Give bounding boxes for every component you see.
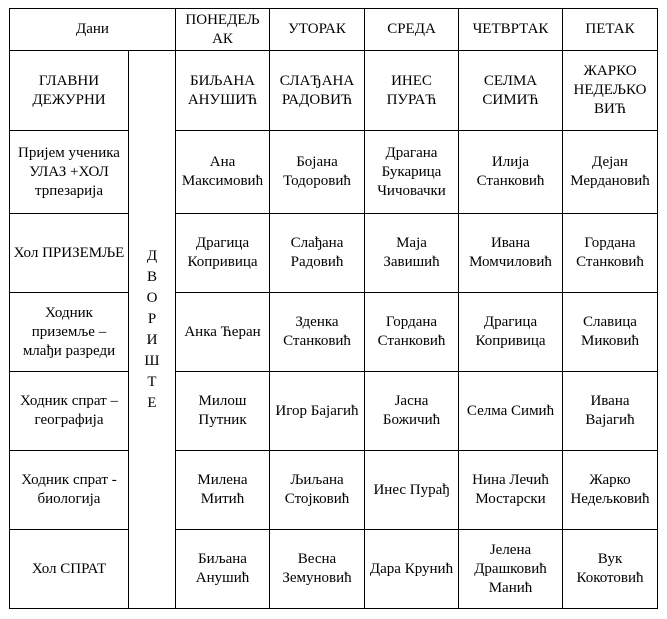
location-cell: Хол СПРАТ	[10, 530, 129, 609]
day-header-wednesday: СРЕДА	[365, 9, 459, 51]
duty-cell: Милена Митић	[176, 451, 270, 530]
location-cell: Хол ПРИЗЕМЉЕ	[10, 214, 129, 293]
yard-letter: Е	[147, 394, 157, 411]
table-row	[10, 51, 658, 131]
duty-cell: Слађана Радовић	[270, 214, 365, 293]
duty-cell: ИНЕС ПУРАЋ	[365, 51, 459, 131]
yard-letter: Р	[147, 310, 157, 327]
location-cell: Пријем ученика УЛАЗ +ХОЛ трпезарија	[10, 131, 129, 214]
yard-letter: Ш	[144, 352, 160, 369]
duty-cell: Гордана Станковић	[365, 293, 459, 372]
table-row	[10, 530, 658, 609]
duty-cell: Бојана Тодоровић	[270, 131, 365, 214]
duty-cell: Ана Максимовић	[176, 131, 270, 214]
duty-cell: Жарко Недељковић	[563, 451, 658, 530]
duty-cell: СЕЛМА СИМИЋ	[459, 51, 563, 131]
duty-cell: Зденка Станковић	[270, 293, 365, 372]
day-header-friday: ПЕТАК	[563, 9, 658, 51]
duty-cell: Драгана Букарица Чичовачки	[365, 131, 459, 214]
table-row	[10, 214, 658, 293]
yard-cell	[129, 51, 176, 609]
location-cell: Ходник приземље – млађи разреди	[10, 293, 129, 372]
table-row	[10, 451, 658, 530]
duty-cell: Славица Миковић	[563, 293, 658, 372]
location-cell: ГЛАВНИ ДЕЖУРНИ	[10, 51, 129, 131]
yard-letter: О	[146, 289, 158, 306]
duty-cell: Илија Станковић	[459, 131, 563, 214]
table-row	[10, 293, 658, 372]
duty-cell: Игор Бајагић	[270, 372, 365, 451]
duty-cell: Инес Пурађ	[365, 451, 459, 530]
duty-cell: ЖАРКО НЕДЕЉКО ВИЋ	[563, 51, 658, 131]
yard-letter: Д	[146, 247, 158, 264]
duty-cell: Драгица Копривица	[459, 293, 563, 372]
duty-cell: Ивана Вајагић	[563, 372, 658, 451]
duty-cell: Нина Лечић Мостарски	[459, 451, 563, 530]
duty-cell: Драгица Копривица	[176, 214, 270, 293]
yard-letter: В	[146, 268, 157, 285]
duty-cell: Маја Завишић	[365, 214, 459, 293]
duty-cell: Ивана Момчиловић	[459, 214, 563, 293]
duty-cell: БИЉАНА АНУШИЋ	[176, 51, 270, 131]
header-row	[10, 9, 658, 51]
day-header-tuesday: УТОРАК	[270, 9, 365, 51]
duty-cell: Анка Ћеран	[176, 293, 270, 372]
duty-cell: СЛАЂАНА РАДОВИЋ	[270, 51, 365, 131]
yard-label	[131, 246, 173, 414]
day-header-monday: ПОНЕДЕЉ АК	[176, 9, 270, 51]
table-row	[10, 372, 658, 451]
yard-letter: И	[146, 331, 158, 348]
duty-cell: Јасна Божичић	[365, 372, 459, 451]
duty-cell: Јелена Драшковић Манић	[459, 530, 563, 609]
duty-cell: Биљана Анушић	[176, 530, 270, 609]
duty-cell: Гордана Станковић	[563, 214, 658, 293]
duty-cell: Дара Крунић	[365, 530, 459, 609]
days-header-cell: Дани	[10, 9, 176, 51]
duty-cell: Селма Симић	[459, 372, 563, 451]
duty-cell: Дејан Мердановић	[563, 131, 658, 214]
table-row	[10, 131, 658, 214]
yard-letter: Т	[147, 373, 157, 390]
day-header-thursday: ЧЕТВРТАК	[459, 9, 563, 51]
duty-schedule-table	[9, 8, 658, 609]
location-cell: Ходник спрат - биологија	[10, 451, 129, 530]
duty-cell: Љиљана Стојковић	[270, 451, 365, 530]
location-cell: Ходник спрат – географија	[10, 372, 129, 451]
duty-cell: Весна Земуновић	[270, 530, 365, 609]
duty-cell: Милош Путник	[176, 372, 270, 451]
duty-cell: Вук Кокотовић	[563, 530, 658, 609]
